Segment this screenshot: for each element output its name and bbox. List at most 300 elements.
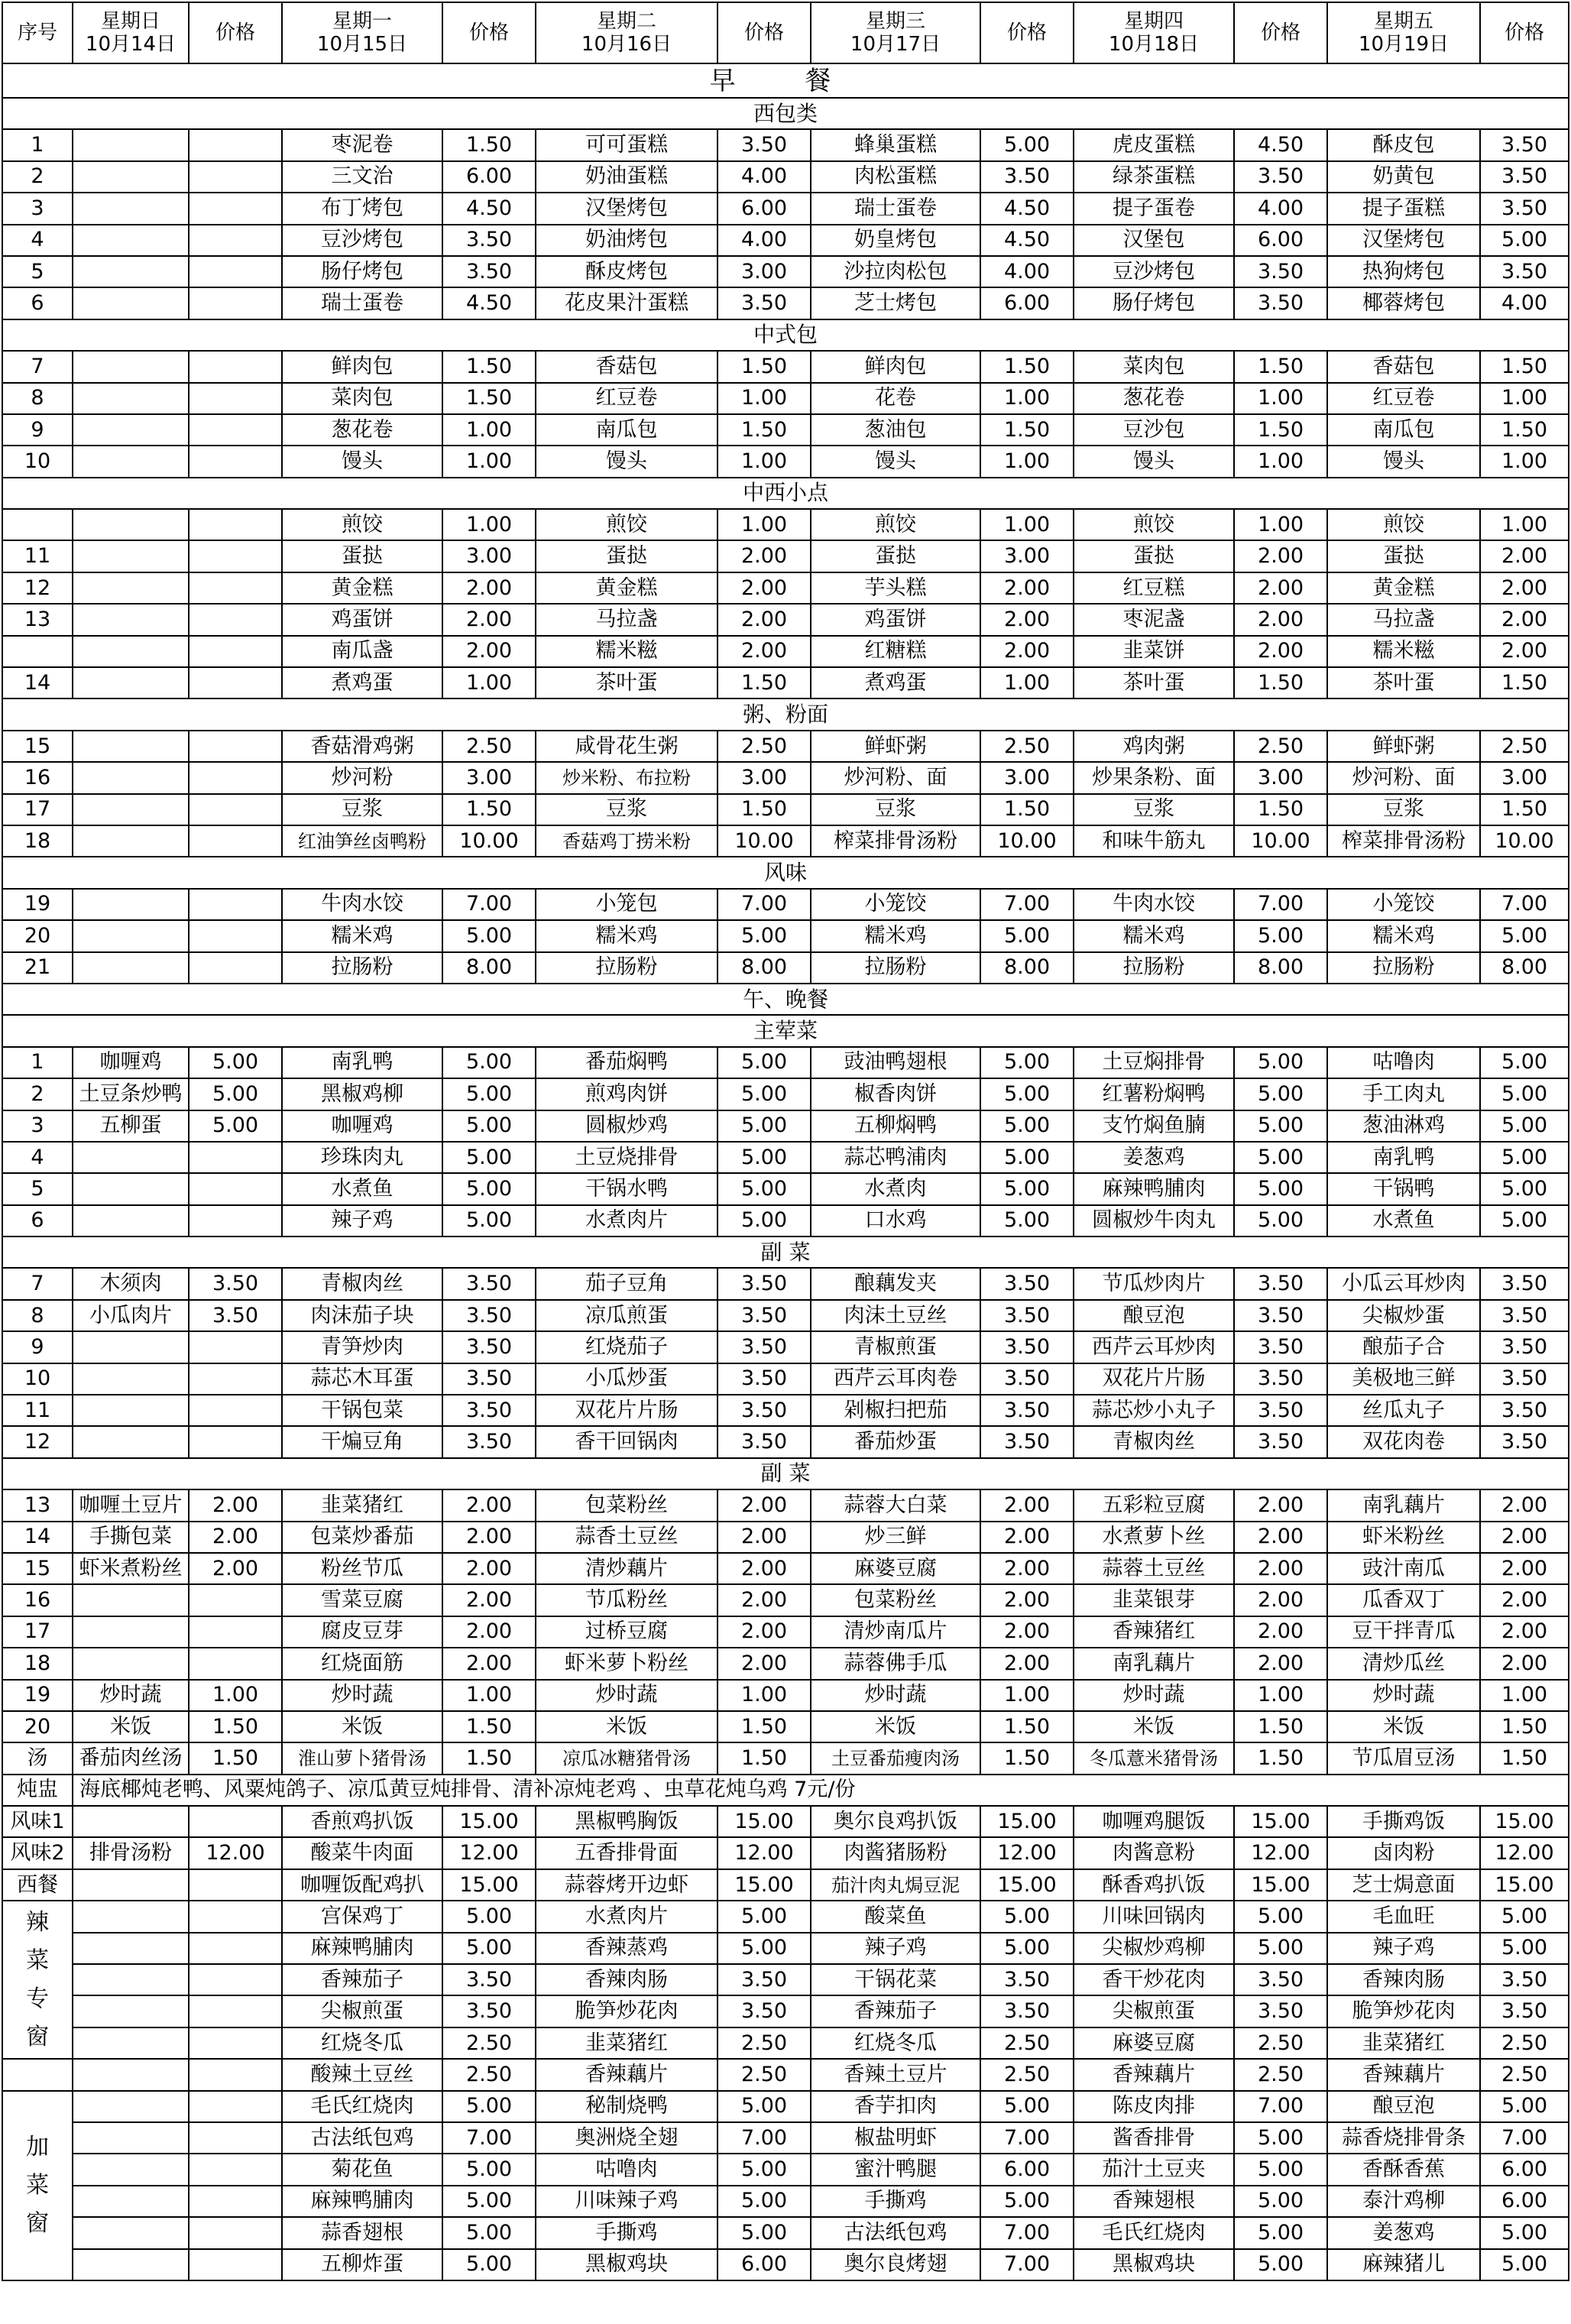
stew-row <box>2 1775 1569 1806</box>
wed-price-cell: 3.00 <box>980 762 1074 793</box>
sun-dish-cell: 炒时蔬 <box>73 1680 189 1711</box>
sun-price-cell <box>189 2154 282 2185</box>
seq-cell: 14 <box>2 1522 73 1553</box>
tue-dish-cell: 咕噜肉 <box>536 2154 717 2185</box>
table-row <box>2 1964 1569 1995</box>
mon-price-cell: 2.00 <box>442 1584 536 1616</box>
thu-price-cell: 2.00 <box>1234 1584 1327 1616</box>
wed-price-cell: 3.50 <box>980 161 1074 193</box>
fri-price-cell: 3.50 <box>1480 1363 1569 1395</box>
wed-dish-cell: 蜜汁鸭腿 <box>811 2154 980 2185</box>
thu-price-cell: 2.00 <box>1234 1489 1327 1521</box>
seq-cell: 9 <box>2 414 73 446</box>
fri-price-cell: 3.50 <box>1480 1395 1569 1426</box>
tue-price-cell: 10.00 <box>717 825 811 857</box>
fri-dish-cell: 炒时蔬 <box>1327 1680 1480 1711</box>
thu-dish-cell: 酱香排骨 <box>1074 2122 1234 2154</box>
section-title: 副 菜 <box>2 1237 1569 1268</box>
seq-cell: 15 <box>2 731 73 762</box>
seq-cell: 汤 <box>2 1742 73 1774</box>
seq-cell: 7 <box>2 1268 73 1299</box>
section-title: 粥、粉面 <box>2 698 1569 730</box>
tue-dish-cell: 干锅水鸭 <box>536 1173 717 1204</box>
mon-price-cell: 2.00 <box>442 1648 536 1679</box>
table-row <box>2 762 1569 793</box>
wed-price-cell: 1.50 <box>980 1742 1074 1774</box>
thu-price-cell: 5.00 <box>1234 1047 1327 1078</box>
tue-dish-cell: 小瓜炒蛋 <box>536 1363 717 1395</box>
tue-price-cell: 3.50 <box>717 1964 811 1995</box>
fri-dish-cell: 汉堡烤包 <box>1327 225 1480 256</box>
sun-dish-cell <box>73 2027 189 2059</box>
fri-price-cell: 2.00 <box>1480 1648 1569 1679</box>
thu-dish-cell: 蒜蓉土豆丝 <box>1074 1553 1234 1584</box>
thu-price-cell: 1.50 <box>1234 794 1327 825</box>
seq-cell: 17 <box>2 1616 73 1648</box>
tue-price-cell: 1.50 <box>717 414 811 446</box>
thu-price-cell: 5.00 <box>1234 1142 1327 1173</box>
tue-price-cell: 2.50 <box>717 2027 811 2059</box>
fri-dish-cell: 米饭 <box>1327 1711 1480 1742</box>
mon-price-cell: 3.00 <box>442 540 536 572</box>
mon-dish-cell: 拉肠粉 <box>282 952 442 984</box>
wed-dish-cell: 芋头糕 <box>811 572 980 604</box>
mon-price-cell: 5.00 <box>442 2249 536 2280</box>
sun-price-cell <box>189 509 282 540</box>
weekly-menu-table <box>2 2 1569 2281</box>
sun-price-cell: 3.50 <box>189 1300 282 1331</box>
sun-dish-cell <box>73 1901 189 1932</box>
fri-price-cell: 5.00 <box>1480 1173 1569 1204</box>
mon-price-cell: 1.50 <box>442 794 536 825</box>
thu-dish-cell: 肠仔烤包 <box>1074 287 1234 319</box>
thu-dish-cell: 糯米鸡 <box>1074 920 1234 951</box>
wed-dish-cell: 红烧冬瓜 <box>811 2027 980 2059</box>
breakfast-title-row <box>2 63 1569 98</box>
sun-price-cell <box>189 762 282 793</box>
sun-price-cell <box>189 604 282 635</box>
thu-price-cell: 2.00 <box>1234 1522 1327 1553</box>
wed-dish-cell: 古法纸包鸡 <box>811 2217 980 2248</box>
table-row <box>2 2091 1569 2122</box>
sun-dish-cell <box>73 1142 189 1173</box>
mon-price-cell: 5.00 <box>442 1901 536 1932</box>
thu-dish-cell: 虎皮蛋糕 <box>1074 129 1234 160</box>
wed-price-cell: 2.00 <box>980 1522 1074 1553</box>
table-row <box>2 2027 1569 2059</box>
thu-dish-cell: 香干炒花肉 <box>1074 1964 1234 1995</box>
mon-dish-cell: 馒头 <box>282 446 442 477</box>
fri-dish-cell: 鲜虾粥 <box>1327 731 1480 762</box>
thu-price-cell: 7.00 <box>1234 2091 1327 2122</box>
thu-price-cell: 1.50 <box>1234 414 1327 446</box>
thu-dish-cell: 肉酱意粉 <box>1074 1837 1234 1869</box>
tue-dish-cell: 水煮肉片 <box>536 1205 717 1237</box>
section-title: 副 菜 <box>2 1458 1569 1489</box>
thu-price-cell: 3.50 <box>1234 1964 1327 1995</box>
sun-dish-cell <box>73 1933 189 1964</box>
thu-price-cell: 3.50 <box>1234 287 1327 319</box>
sun-price-cell <box>189 2027 282 2059</box>
mon-dish-cell: 珍珠肉丸 <box>282 1142 442 1173</box>
wed-dish-cell: 干锅花菜 <box>811 1964 980 1995</box>
wed-price-cell: 6.00 <box>980 2154 1074 2185</box>
sun-price-cell <box>189 2091 282 2122</box>
sun-price-cell <box>189 1901 282 1932</box>
thu-price-cell: 1.00 <box>1234 446 1327 477</box>
wed-dish-cell: 手撕鸡 <box>811 2186 980 2217</box>
fri-dish-cell: 拉肠粉 <box>1327 952 1480 984</box>
fri-price-cell: 3.50 <box>1480 256 1569 287</box>
tue-dish-cell: 糯米鸡 <box>536 920 717 951</box>
tue-dish-cell: 香辣蒸鸡 <box>536 1933 717 1964</box>
tue-price-cell: 5.00 <box>717 1047 811 1078</box>
tue-dish-cell: 黑椒鸡块 <box>536 2249 717 2280</box>
sun-dish-cell: 排骨汤粉 <box>73 1837 189 1869</box>
breakfast-title: 早 餐 <box>2 63 1569 98</box>
tue-price-cell: 3.50 <box>717 1300 811 1331</box>
wed-dish-cell: 剁椒扫把茄 <box>811 1395 980 1426</box>
mon-dish-cell: 蒜香翅根 <box>282 2217 442 2248</box>
sun-price-cell <box>189 572 282 604</box>
fri-price-cell: 3.50 <box>1480 1331 1569 1363</box>
table-row <box>2 383 1569 414</box>
thu-price-cell: 5.00 <box>1234 2217 1327 2248</box>
mon-dish-cell: 黄金糕 <box>282 572 442 604</box>
mon-price-cell: 8.00 <box>442 952 536 984</box>
mon-price-cell: 5.00 <box>442 1142 536 1173</box>
fri-dish-cell: 酿豆泡 <box>1327 2091 1480 2122</box>
fri-price-header: 价格 <box>1480 2 1569 63</box>
tue-dish-cell: 花皮果汁蛋糕 <box>536 287 717 319</box>
thu-price-cell: 2.00 <box>1234 1553 1327 1584</box>
tue-price-cell: 3.50 <box>717 1995 811 2027</box>
wed-dish-cell: 茄汁肉丸焗豆泥 <box>811 1869 980 1901</box>
table-row <box>2 952 1569 984</box>
sun-dish-cell <box>73 1363 189 1395</box>
fri-dish-cell: 炒河粉、面 <box>1327 762 1480 793</box>
seq-cell <box>2 509 73 540</box>
sun-price-cell: 1.50 <box>189 1742 282 1774</box>
table-row <box>2 1205 1569 1237</box>
fri-price-cell: 3.50 <box>1480 1995 1569 2027</box>
table-row <box>2 1426 1569 1457</box>
wed-price-cell: 5.00 <box>980 1047 1074 1078</box>
tue-price-cell: 1.00 <box>717 383 811 414</box>
mon-price-cell: 2.00 <box>442 1522 536 1553</box>
fri-dish-cell: 糯米鸡 <box>1327 920 1480 951</box>
seq-cell: 9 <box>2 1331 73 1363</box>
fri-price-cell: 10.00 <box>1480 825 1569 857</box>
wed-dish-cell: 豉油鸭翅根 <box>811 1047 980 1078</box>
table-row <box>2 572 1569 604</box>
fri-price-cell: 1.50 <box>1480 794 1569 825</box>
wed-price-cell: 3.50 <box>980 1995 1074 2027</box>
thu-price-cell: 15.00 <box>1234 1806 1327 1837</box>
sun-dish-cell <box>73 1584 189 1616</box>
fri-price-cell: 8.00 <box>1480 952 1569 984</box>
wed-dish-cell: 蛋挞 <box>811 540 980 572</box>
seq-cell <box>2 2059 73 2090</box>
fri-dish-cell: 手撕鸡饭 <box>1327 1806 1480 1837</box>
sun-dish-cell <box>73 572 189 604</box>
fri-dish-cell: 蒜香烧排骨条 <box>1327 2122 1480 2154</box>
fri-price-cell: 6.00 <box>1480 2154 1569 2185</box>
wed-dish-cell: 麻婆豆腐 <box>811 1553 980 1584</box>
fri-dish-cell: 双花肉卷 <box>1327 1426 1480 1457</box>
sun-price-cell <box>189 825 282 857</box>
fri-dish-cell: 黄金糕 <box>1327 572 1480 604</box>
sun-dish-cell <box>73 2122 189 2154</box>
fri-dish-header: 星期五 10月19日 <box>1327 2 1480 63</box>
wed-price-cell: 5.00 <box>980 2186 1074 2217</box>
thu-dish-cell: 圆椒炒牛肉丸 <box>1074 1205 1234 1237</box>
thu-price-cell: 4.50 <box>1234 129 1327 160</box>
fri-price-cell: 5.00 <box>1480 920 1569 951</box>
fri-price-cell: 3.50 <box>1480 161 1569 193</box>
tue-price-cell: 2.00 <box>717 604 811 635</box>
mon-dish-cell: 干锅包菜 <box>282 1395 442 1426</box>
tue-dish-cell: 五香排骨面 <box>536 1837 717 1869</box>
thu-price-cell: 3.50 <box>1234 1268 1327 1299</box>
sun-dish-cell <box>73 256 189 287</box>
tue-price-cell: 15.00 <box>717 1869 811 1901</box>
fri-dish-cell: 脆笋炒花肉 <box>1327 1995 1480 2027</box>
seq-cell: 12 <box>2 572 73 604</box>
wed-price-cell: 2.00 <box>980 1489 1074 1521</box>
thu-price-cell: 15.00 <box>1234 1869 1327 1901</box>
fri-price-cell: 5.00 <box>1480 2217 1569 2248</box>
fri-dish-cell: 提子蛋糕 <box>1327 193 1480 224</box>
fri-price-cell: 5.00 <box>1480 2249 1569 2280</box>
fri-price-cell: 5.00 <box>1480 1110 1569 1142</box>
thu-dish-cell: 咖喱鸡腿饭 <box>1074 1806 1234 1837</box>
fri-dish-cell: 水煮鱼 <box>1327 1205 1480 1237</box>
lunch-title: 午、晚餐 <box>2 984 1569 1015</box>
sun-dish-cell <box>73 2091 189 2122</box>
mon-price-cell: 2.00 <box>442 1489 536 1521</box>
wed-price-cell: 10.00 <box>980 825 1074 857</box>
tue-dish-cell: 奥洲烧全翅 <box>536 2122 717 2154</box>
thu-price-cell: 1.50 <box>1234 667 1327 698</box>
tue-dish-cell: 香菇鸡丁捞米粉 <box>536 825 717 857</box>
thu-price-cell: 1.50 <box>1234 1711 1327 1742</box>
thu-dish-cell: 炒果条粉、面 <box>1074 762 1234 793</box>
thu-price-cell: 4.00 <box>1234 193 1327 224</box>
mon-price-cell: 3.50 <box>442 256 536 287</box>
tue-dish-cell: 虾米萝卜粉丝 <box>536 1648 717 1679</box>
tue-price-cell: 3.50 <box>717 1426 811 1457</box>
wed-dish-cell: 青椒煎蛋 <box>811 1331 980 1363</box>
tue-dish-cell: 香干回锅肉 <box>536 1426 717 1457</box>
tue-price-cell: 5.00 <box>717 2091 811 2122</box>
wed-price-cell: 3.00 <box>980 540 1074 572</box>
mon-dish-cell: 红油笋丝卤鸭粉 <box>282 825 442 857</box>
wed-price-cell: 1.00 <box>980 667 1074 698</box>
wed-price-cell: 1.50 <box>980 794 1074 825</box>
sun-price-cell <box>189 1331 282 1363</box>
seq-cell: 15 <box>2 1553 73 1584</box>
thu-dish-cell: 毛氏红烧肉 <box>1074 2217 1234 2248</box>
fri-dish-cell: 南瓜包 <box>1327 414 1480 446</box>
fri-dish-cell: 虾米粉丝 <box>1327 1522 1480 1553</box>
wed-price-cell: 3.50 <box>980 1395 1074 1426</box>
lunch-title-row <box>2 984 1569 1015</box>
table-row <box>2 225 1569 256</box>
fri-dish-cell: 香酥香蕉 <box>1327 2154 1480 2185</box>
mon-price-cell: 2.00 <box>442 572 536 604</box>
sun-price-cell: 3.50 <box>189 1268 282 1299</box>
wed-price-header: 价格 <box>980 2 1074 63</box>
tue-price-cell: 5.00 <box>717 2217 811 2248</box>
mon-price-cell: 1.00 <box>442 414 536 446</box>
table-row <box>2 889 1569 920</box>
mon-dish-cell: 咖喱饭配鸡扒 <box>282 1869 442 1901</box>
wed-price-cell: 5.00 <box>980 1110 1074 1142</box>
wed-dish-cell: 小笼饺 <box>811 889 980 920</box>
fri-price-cell: 2.50 <box>1480 731 1569 762</box>
seq-cell: 10 <box>2 1363 73 1395</box>
tue-price-cell: 5.00 <box>717 1110 811 1142</box>
table-row <box>2 161 1569 193</box>
wed-price-cell: 15.00 <box>980 1869 1074 1901</box>
sun-price-cell <box>189 2217 282 2248</box>
fri-price-cell: 5.00 <box>1480 1047 1569 1078</box>
table-row <box>2 1616 1569 1648</box>
tue-dish-cell: 香辣藕片 <box>536 2059 717 2090</box>
fri-price-cell: 2.00 <box>1480 1616 1569 1648</box>
seq-cell: 12 <box>2 1426 73 1457</box>
thu-price-cell: 2.00 <box>1234 1616 1327 1648</box>
sun-price-cell <box>189 1995 282 2027</box>
wed-dish-cell: 五柳焖鸭 <box>811 1110 980 1142</box>
mon-price-cell: 2.50 <box>442 731 536 762</box>
sun-dish-cell <box>73 1648 189 1679</box>
sun-dish-cell: 小瓜肉片 <box>73 1300 189 1331</box>
mon-dish-cell: 香菇滑鸡粥 <box>282 731 442 762</box>
thu-price-cell: 3.50 <box>1234 1395 1327 1426</box>
sun-dish-cell: 咖喱土豆片 <box>73 1489 189 1521</box>
sun-dish-cell <box>73 540 189 572</box>
sun-price-cell <box>189 889 282 920</box>
seq-cell: 1 <box>2 1047 73 1078</box>
thu-dish-cell: 麻辣鸭脯肉 <box>1074 1173 1234 1204</box>
fri-dish-cell: 泰汁鸡柳 <box>1327 2186 1480 2217</box>
tue-dish-cell: 豆浆 <box>536 794 717 825</box>
fri-dish-cell: 酿茄子合 <box>1327 1331 1480 1363</box>
thu-dish-cell: 米饭 <box>1074 1711 1234 1742</box>
seq-cell: 19 <box>2 1680 73 1711</box>
seq-cell: 18 <box>2 825 73 857</box>
tue-price-cell: 4.00 <box>717 161 811 193</box>
wed-dish-cell: 香辣土豆片 <box>811 2059 980 2090</box>
sun-price-cell <box>189 287 282 319</box>
fri-dish-cell: 清炒瓜丝 <box>1327 1648 1480 1679</box>
fri-dish-cell: 小瓜云耳炒肉 <box>1327 1268 1480 1299</box>
sun-dish-cell <box>73 1395 189 1426</box>
tue-price-cell: 2.00 <box>717 1522 811 1553</box>
fri-dish-cell: 煎饺 <box>1327 509 1480 540</box>
sun-price-header: 价格 <box>189 2 282 63</box>
sun-price-cell <box>189 1395 282 1426</box>
mon-dish-cell: 布丁烤包 <box>282 193 442 224</box>
seq-cell: 19 <box>2 889 73 920</box>
fri-dish-cell: 丝瓜丸子 <box>1327 1395 1480 1426</box>
thu-price-cell: 2.00 <box>1234 1648 1327 1679</box>
thu-dish-cell: 五彩粒豆腐 <box>1074 1489 1234 1521</box>
tue-price-cell: 2.00 <box>717 636 811 667</box>
mon-dish-cell: 五柳炸蛋 <box>282 2249 442 2280</box>
mon-dish-cell: 酸菜牛肉面 <box>282 1837 442 1869</box>
wed-price-cell: 2.00 <box>980 636 1074 667</box>
mon-price-cell: 2.50 <box>442 2027 536 2059</box>
mon-dish-cell: 肠仔烤包 <box>282 256 442 287</box>
tue-price-cell: 7.00 <box>717 889 811 920</box>
thu-price-cell: 5.00 <box>1234 1901 1327 1932</box>
table-row <box>2 1837 1569 1869</box>
mon-dish-cell: 肉沫茄子块 <box>282 1300 442 1331</box>
wed-price-cell: 5.00 <box>980 1933 1074 1964</box>
table-row <box>2 1711 1569 1742</box>
sun-price-cell <box>189 1869 282 1901</box>
thu-dish-cell: 枣泥盏 <box>1074 604 1234 635</box>
table-row <box>2 287 1569 319</box>
mon-price-cell: 1.50 <box>442 129 536 160</box>
table-row <box>2 1584 1569 1616</box>
thu-price-cell: 3.50 <box>1234 1331 1327 1363</box>
sun-dish-cell <box>73 2186 189 2217</box>
tue-dish-cell: 土豆烧排骨 <box>536 1142 717 1173</box>
thu-dish-cell: 尖椒煎蛋 <box>1074 1995 1234 2027</box>
wed-dish-cell: 芝士烤包 <box>811 287 980 319</box>
sun-dish-cell <box>73 161 189 193</box>
mon-dish-cell: 包菜炒番茄 <box>282 1522 442 1553</box>
thu-dish-cell: 酥香鸡扒饭 <box>1074 1869 1234 1901</box>
seq-cell: 3 <box>2 1110 73 1142</box>
tue-dish-cell: 南瓜包 <box>536 414 717 446</box>
fri-price-cell: 1.00 <box>1480 383 1569 414</box>
tue-price-cell: 2.00 <box>717 1648 811 1679</box>
wed-price-cell: 1.50 <box>980 414 1074 446</box>
fri-dish-cell: 葱油淋鸡 <box>1327 1110 1480 1142</box>
tue-dish-cell: 秘制烧鸭 <box>536 2091 717 2122</box>
fri-dish-cell: 芝士焗意面 <box>1327 1869 1480 1901</box>
wed-dish-cell: 奥尔良鸡扒饭 <box>811 1806 980 1837</box>
fri-price-cell: 5.00 <box>1480 2091 1569 2122</box>
wed-dish-cell: 椒香肉饼 <box>811 1078 980 1110</box>
wed-dish-cell: 馒头 <box>811 446 980 477</box>
sun-dish-cell <box>73 225 189 256</box>
thu-price-cell: 2.50 <box>1234 731 1327 762</box>
sun-dish-cell <box>73 414 189 446</box>
tue-price-cell: 3.00 <box>717 762 811 793</box>
fri-price-cell: 2.00 <box>1480 604 1569 635</box>
sun-price-cell <box>189 1205 282 1237</box>
thu-dish-cell: 豆浆 <box>1074 794 1234 825</box>
table-row <box>2 446 1569 477</box>
mon-price-header: 价格 <box>442 2 536 63</box>
wed-dish-cell: 花卷 <box>811 383 980 414</box>
mon-price-cell: 3.50 <box>442 1300 536 1331</box>
mon-dish-cell: 煮鸡蛋 <box>282 667 442 698</box>
wed-price-cell: 7.00 <box>980 889 1074 920</box>
wed-dish-cell: 肉松蛋糕 <box>811 161 980 193</box>
mon-price-cell: 15.00 <box>442 1869 536 1901</box>
thu-dish-cell: 酿豆泡 <box>1074 1300 1234 1331</box>
mon-price-cell: 1.50 <box>442 1742 536 1774</box>
table-row <box>2 1995 1569 2027</box>
fri-dish-cell: 干锅鸭 <box>1327 1173 1480 1204</box>
